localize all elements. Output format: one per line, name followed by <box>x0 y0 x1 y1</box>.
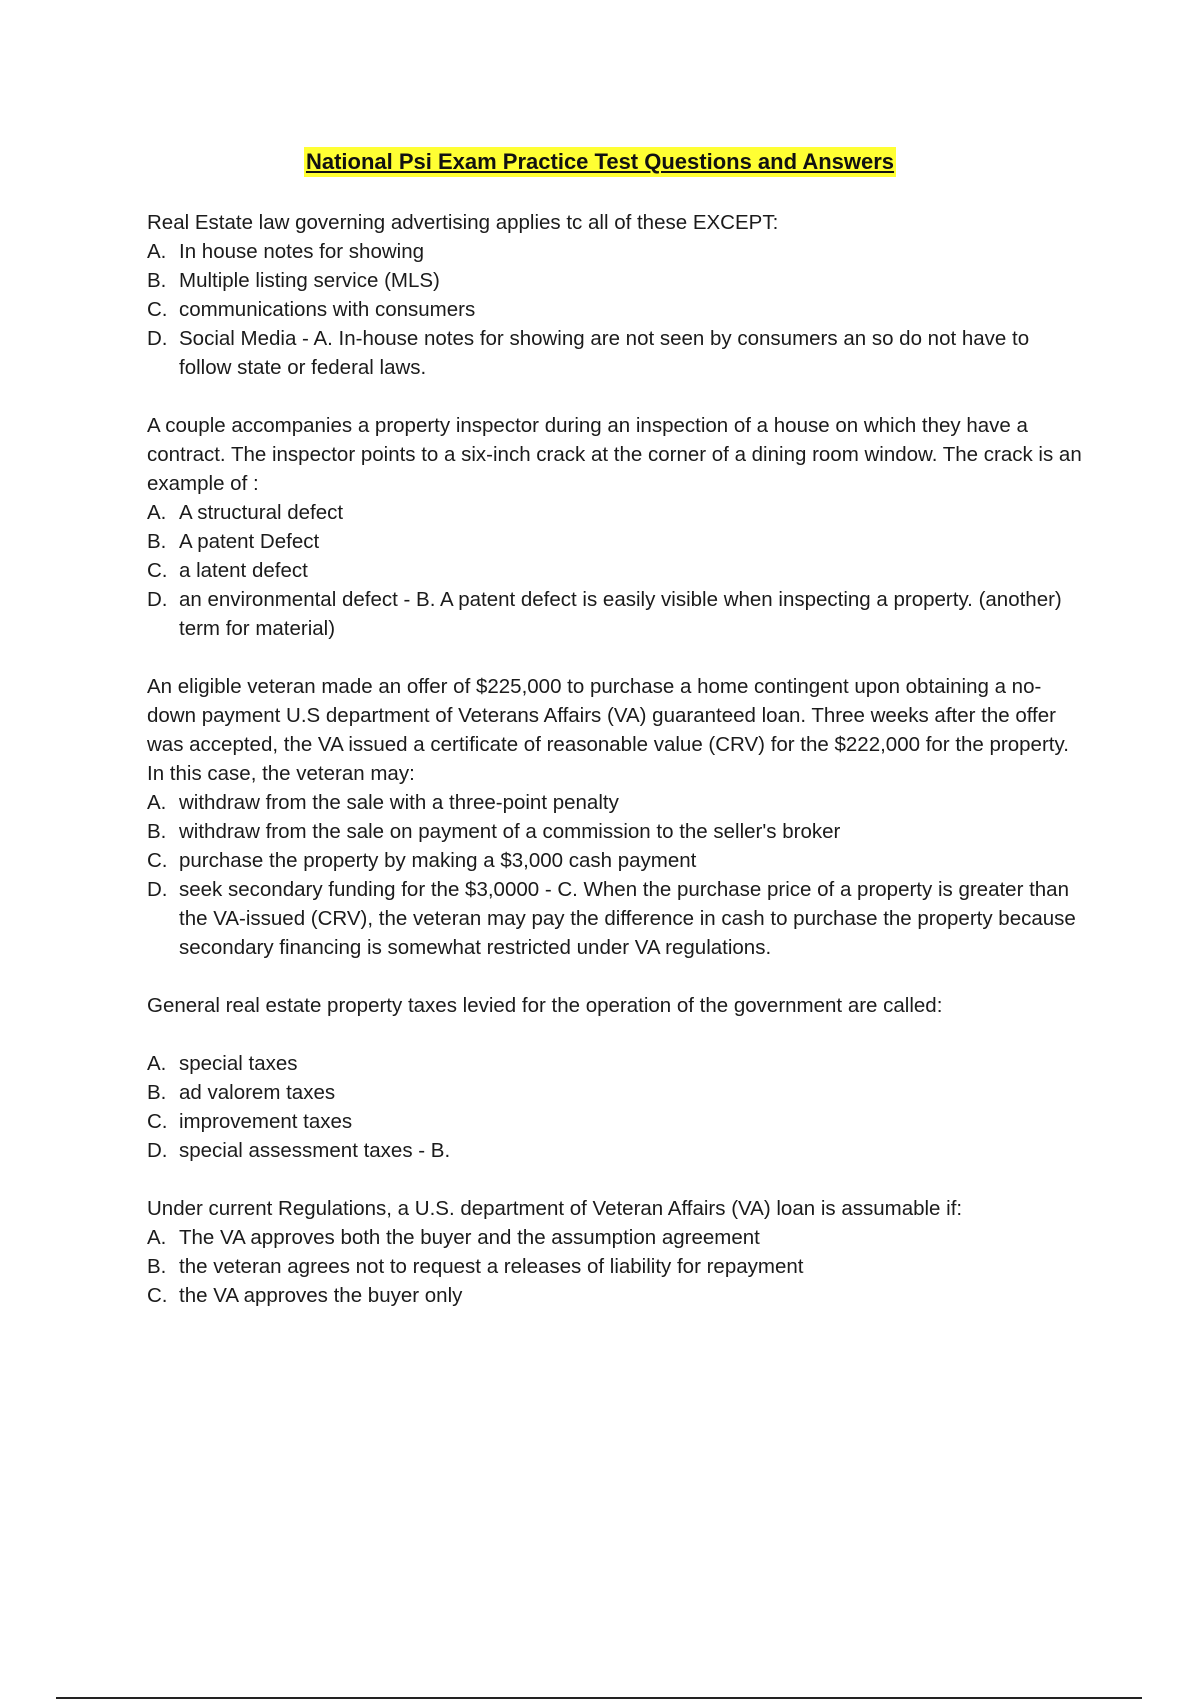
spacer <box>147 1020 1087 1049</box>
answer-options <box>147 237 1087 382</box>
option-text: the veteran agrees not to request a releases of liability for repayment <box>179 1255 804 1278</box>
answer-option <box>147 1223 1087 1252</box>
option-letter: D. <box>147 878 168 901</box>
option-letter: B. <box>147 530 167 553</box>
title-container <box>0 147 1200 177</box>
answer-option <box>147 788 1087 817</box>
answer-option <box>147 324 1087 382</box>
option-letter: D. <box>147 588 168 611</box>
answer-option <box>147 556 1087 585</box>
answer-options <box>147 1223 1087 1310</box>
option-text: special assessment taxes - B. <box>179 1139 451 1162</box>
answer-option <box>147 527 1087 556</box>
option-text: special taxes <box>179 1052 298 1075</box>
question-block <box>147 411 1087 643</box>
document-title: National Psi Exam Practice Test Questions and Answers <box>304 147 896 177</box>
option-text: seek secondary funding for the $3,0000 - C. When the purchase price of a property is greater than the VA-issued (CRV), the veteran may pay the difference in cash to purchase the property because secondary financing is somewhat restricted under VA regulations. <box>179 878 1076 959</box>
answer-option <box>147 1252 1087 1281</box>
question-stem: General real estate property taxes levied for the operation of the government are called: <box>147 994 943 1017</box>
footer-divider <box>56 1697 1142 1699</box>
question-block <box>147 208 1087 382</box>
option-letter: B. <box>147 1255 167 1278</box>
question-stem: Under current Regulations, a U.S. department of Veteran Affairs (VA) loan is assumable if: <box>147 1197 963 1220</box>
option-text: withdraw from the sale with a three-point penalty <box>179 791 619 814</box>
option-letter: D. <box>147 327 168 350</box>
answer-option <box>147 1107 1087 1136</box>
option-text: Multiple listing service (MLS) <box>179 269 440 292</box>
option-letter: C. <box>147 298 168 321</box>
option-letter: A. <box>147 1052 167 1075</box>
option-letter: A. <box>147 1226 167 1249</box>
answer-option <box>147 875 1087 962</box>
option-letter: B. <box>147 1081 167 1104</box>
spacer <box>147 962 1087 991</box>
question-block <box>147 672 1087 962</box>
spacer <box>147 382 1087 411</box>
answer-option <box>147 1078 1087 1107</box>
answer-option <box>147 1049 1087 1078</box>
option-letter: B. <box>147 269 167 292</box>
question-block <box>147 991 1087 1165</box>
question-block <box>147 1194 1087 1310</box>
spacer <box>147 1165 1087 1194</box>
answer-option <box>147 817 1087 846</box>
option-letter: C. <box>147 849 168 872</box>
option-text: Social Media - A. In-house notes for showing are not seen by consumers an so do not have to follow state or federal laws. <box>179 327 1030 379</box>
option-letter: A. <box>147 501 167 524</box>
answer-options <box>147 1049 1087 1165</box>
option-text: ad valorem taxes <box>179 1081 336 1104</box>
option-text: The VA approves both the buyer and the assumption agreement <box>179 1226 760 1249</box>
answer-options <box>147 498 1087 643</box>
answer-options <box>147 788 1087 962</box>
question-stem: A couple accompanies a property inspector during an inspection of a house on which they have a contract. The inspector points to a six-inch crack at the corner of a dining room window. The crack is an example of : <box>147 414 1082 495</box>
option-text: improvement taxes <box>179 1110 353 1133</box>
option-text: a latent defect <box>179 559 308 582</box>
option-letter: C. <box>147 559 168 582</box>
option-text: A structural defect <box>179 501 344 524</box>
option-text: In house notes for showing <box>179 240 425 263</box>
answer-option <box>147 498 1087 527</box>
answer-option <box>147 846 1087 875</box>
answer-option <box>147 295 1087 324</box>
option-letter: C. <box>147 1110 168 1133</box>
answer-option <box>147 266 1087 295</box>
answer-option <box>147 585 1087 643</box>
option-letter: A. <box>147 791 167 814</box>
answer-option <box>147 237 1087 266</box>
question-stem: Real Estate law governing advertising applies tc all of these EXCEPT: <box>147 211 779 234</box>
option-text: purchase the property by making a $3,000 cash payment <box>179 849 697 872</box>
option-text: A patent Defect <box>179 530 320 553</box>
answer-option <box>147 1136 1087 1165</box>
option-text: communications with consumers <box>179 298 476 321</box>
spacer <box>147 643 1087 672</box>
option-letter: B. <box>147 820 167 843</box>
questions-content <box>147 208 1087 1310</box>
option-letter: C. <box>147 1284 168 1307</box>
option-text: withdraw from the sale on payment of a commission to the seller's broker <box>179 820 841 843</box>
option-letter: A. <box>147 240 167 263</box>
question-stem: An eligible veteran made an offer of $225,000 to purchase a home contingent upon obtaining a no-down payment U.S department of Veterans Affairs (VA) guaranteed loan. Three weeks after the offer was accepted, the VA issued a certificate of reasonable value (CRV) for the $222,000 for the property. In this case, the veteran may: <box>147 675 1069 785</box>
answer-option <box>147 1281 1087 1310</box>
option-text: the VA approves the buyer only <box>179 1284 463 1307</box>
option-letter: D. <box>147 1139 168 1162</box>
option-text: an environmental defect - B. A patent defect is easily visible when inspecting a property. (another) term for material) <box>179 588 1062 640</box>
